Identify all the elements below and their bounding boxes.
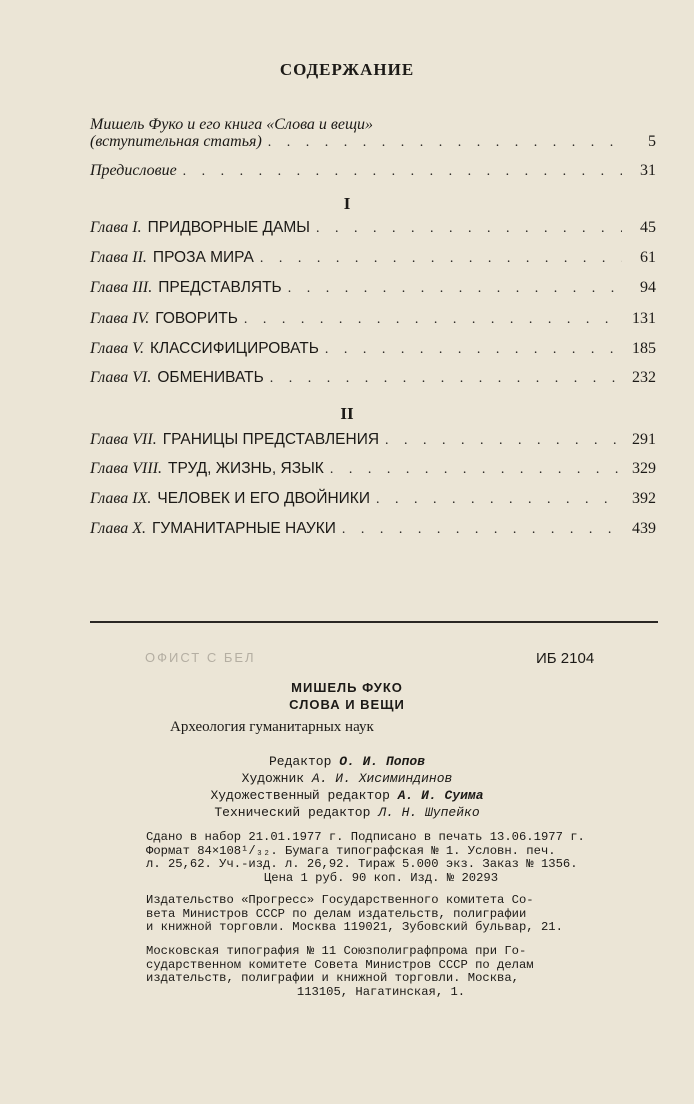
credit-tech-editor (0, 805, 694, 820)
print-line: Формат 84×108¹/₃₂. Бумага типографская № 1. Условн. печ. (146, 843, 556, 858)
printer-line: сударственном комитете Совета Министров СССР по делам (146, 957, 534, 972)
page-number: 232 (632, 369, 656, 386)
toc-title: СОДЕРЖАНИЕ (279, 60, 415, 79)
page-number: 131 (632, 310, 656, 327)
leader-dots (376, 492, 622, 508)
publisher-line: вета Министров СССР по делам издательств, полиграфии (146, 906, 527, 921)
leader-dots (183, 164, 622, 180)
credit-editor (0, 754, 694, 769)
chapter-entry (90, 431, 656, 455)
chapter-label: Глава V. (90, 340, 144, 357)
chapter-entry (90, 310, 656, 334)
page-number: 5 (648, 133, 656, 150)
page-number: 31 (640, 162, 656, 179)
chapter-entry (90, 279, 656, 303)
leader-dots (325, 342, 622, 358)
credit-art-editor (0, 788, 694, 803)
credit-name: А. И. Суима (397, 788, 484, 803)
credit-name: Л. Н. Шупейко (378, 805, 480, 820)
chapter-entry (90, 340, 656, 364)
credit-name: О. И. Попов (339, 754, 426, 769)
intro-entry-line2: (вступительная статья) (90, 133, 262, 150)
leader-dots (288, 281, 622, 297)
page-number: 45 (640, 219, 656, 236)
leader-dots (385, 433, 622, 449)
print-line: Сдано в набор 21.01.1977 г. Подписано в печать 13.06.1977 г. (146, 830, 585, 844)
chapter-label: Глава VIII. (90, 460, 163, 477)
credit-role: Редактор (268, 754, 332, 769)
chapter-entry (90, 490, 656, 514)
print-line: Цена 1 руб. 90 коп. Изд. № 20293 (263, 870, 499, 885)
part-heading-2: II (340, 404, 354, 423)
printer-line: Московская типография № 11 Союзполиграфпрома при Го- (146, 944, 527, 958)
chapter-label: Глава III. (90, 279, 153, 296)
chapter-entry (90, 249, 656, 273)
chapter-label: Глава I. (90, 219, 142, 236)
printer-line: издательств, полиграфии и книжной торговли. Москва, (146, 971, 519, 985)
leader-dots (270, 371, 622, 387)
chapter-title: ТРУД, ЖИЗНЬ, ЯЗЫК (168, 460, 324, 477)
page-number: 61 (640, 249, 656, 266)
printer-line: 113105, Нагатинская, 1. (296, 984, 466, 999)
chapter-label: Глава IV. (90, 310, 150, 327)
chapter-entry (90, 460, 656, 484)
printer-details (146, 945, 616, 999)
chapter-title: ГУМАНИТАРНЫЕ НАУКИ (152, 520, 336, 537)
page-number: 439 (632, 520, 656, 537)
print-line: л. 25,62. Уч.-изд. л. 26,92. Тираж 5.000 экз. Заказ № 1356. (146, 857, 578, 871)
page-number: 392 (632, 490, 656, 507)
chapter-title: ПРОЗА МИРА (152, 249, 254, 266)
chapter-entry (90, 219, 656, 243)
chapter-label: Глава VII. (90, 431, 157, 448)
faint-stamp: ОФИСТ С БЕЛ (145, 650, 256, 665)
credit-role: Художественный редактор (210, 788, 390, 803)
preface-label: Предисловие (90, 162, 177, 179)
chapter-title: ЧЕЛОВЕК И ЕГО ДВОЙНИКИ (157, 490, 370, 507)
credit-artist (0, 771, 694, 786)
publisher-details (146, 894, 616, 935)
publisher-line: Издательство «Прогресс» Государственного комитета Со- (146, 893, 534, 907)
page-number: 329 (632, 460, 656, 477)
chapter-title: ПРИДВОРНЫЕ ДАМЫ (147, 219, 310, 236)
ib-number: ИБ 2104 (536, 650, 595, 667)
credit-name: А. И. Хисиминдинов (311, 771, 453, 786)
chapter-label: Глава VI. (90, 369, 152, 386)
chapter-label: Глава II. (90, 249, 147, 266)
part-heading-1: I (343, 194, 351, 213)
intro-entry-line1: Мишель Фуко и его книга «Слова и вещи» (90, 116, 374, 133)
chapter-title: ГОВОРИТЬ (155, 310, 238, 327)
divider-rule (90, 621, 658, 623)
leader-dots (316, 221, 622, 237)
intro-entry (90, 133, 656, 157)
chapter-label: Глава X. (90, 520, 147, 537)
leader-dots (260, 251, 622, 267)
imprint-author: МИШЕЛЬ ФУКО (291, 680, 403, 695)
chapter-label: Глава IX. (90, 490, 152, 507)
page-number: 185 (632, 340, 656, 357)
print-details (146, 831, 616, 885)
chapter-title: ОБМЕНИВАТЬ (157, 369, 264, 386)
chapter-title: КЛАССИФИЦИРОВАТЬ (149, 340, 319, 357)
leader-dots (244, 312, 622, 328)
chapter-title: ГРАНИЦЫ ПРЕДСТАВЛЕНИЯ (162, 431, 380, 448)
imprint-book-title: СЛОВА И ВЕЩИ (289, 697, 405, 712)
chapter-title: ПРЕДСТАВЛЯТЬ (158, 279, 282, 296)
page-number: 291 (632, 431, 656, 448)
chapter-entry (90, 520, 656, 544)
imprint-subtitle: Археология гуманитарных наук (170, 719, 374, 735)
leader-dots (342, 522, 622, 538)
leader-dots (268, 135, 622, 151)
chapter-entry (90, 369, 656, 393)
leader-dots (330, 462, 622, 478)
preface-entry (90, 162, 656, 186)
credit-role: Технический редактор (214, 805, 371, 820)
credit-role: Художник (241, 771, 305, 786)
publisher-line: и книжной торговли. Москва 119021, Зубовский бульвар, 21. (146, 920, 563, 934)
page-number: 94 (640, 279, 656, 296)
